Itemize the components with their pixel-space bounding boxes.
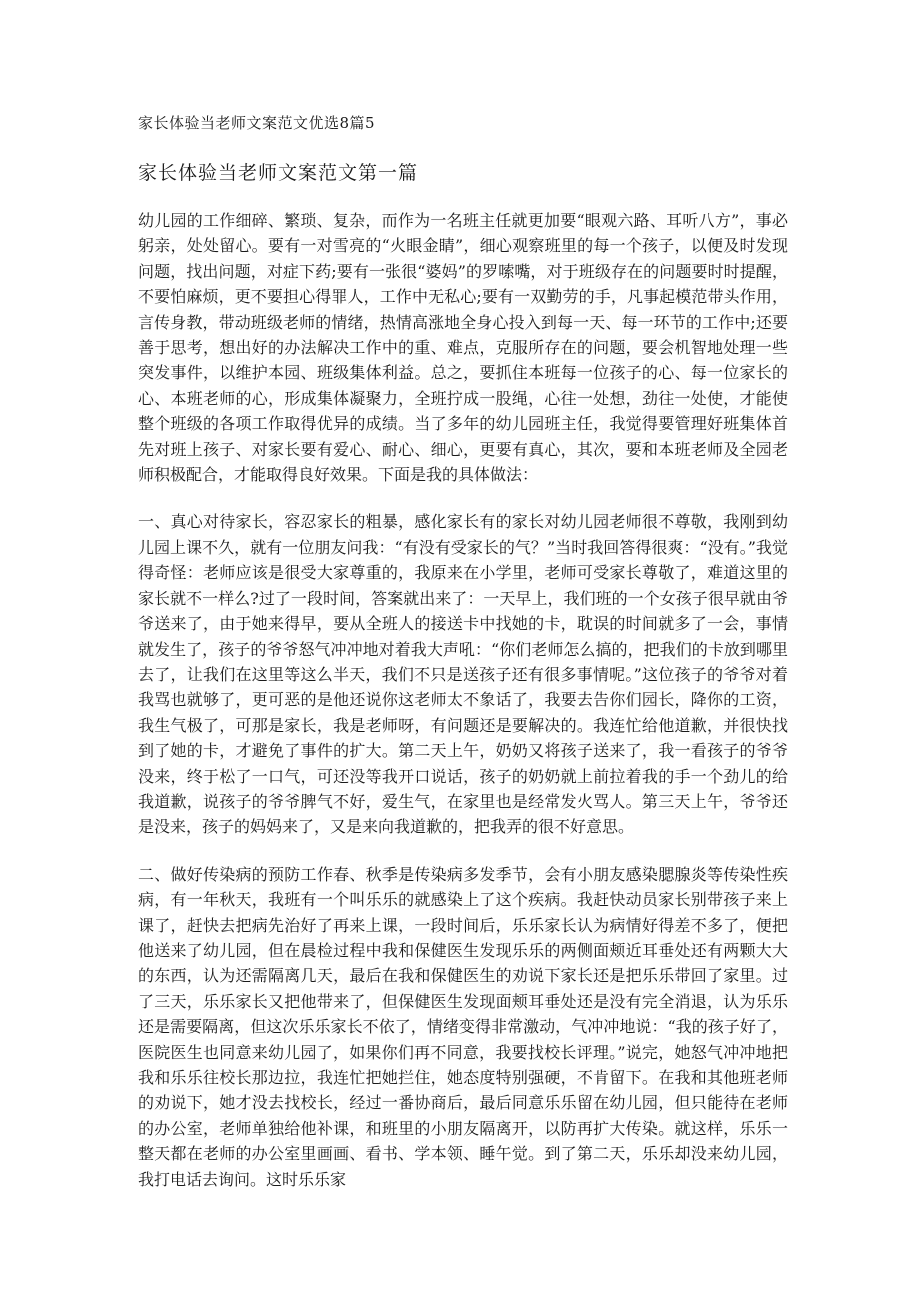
document-title: 家长体验当老师文案范文优选8篇5	[138, 114, 376, 132]
document-page	[138, 110, 788, 1214]
section-heading: 家长体验当老师文案范文第一篇	[138, 162, 419, 184]
paragraph-point-one: 一、真心对待家长，容忍家长的粗暴，感化家长有的家长对幼儿园老师很不尊敬，我刚到幼儿园上课不久，就有一位朋友问我：“有没有受家长的气？”当时我回答得很爽：“没有。”我觉得奇怪：老师应该是很受大家尊重的，我原来在小学里，老师可受家长尊敬了，难道这里的家长就不一样么?过了一段时间，答案就出来了：一天早上，我们班的一个女孩子很早就由爷爷送来了，由于她来得早，要从全班人的接送卡中找她的卡，耽误的时间就多了一会，事情就发生了，孩子的爷爷怒气冲冲地对着我大声吼：“你们老师怎么搞的，把我们的卡放到哪里去了，让我们在这里等这么半天，我们不只是送孩子还有很多事情呢。”这位孩子的爷爷对着我骂也就够了，更可恶的是他还说你这老师太不象话了，我要去告你们园长，降你的工资，我生气极了，可那是家长，我是老师呀，有问题还是要解决的。我连忙给他道歉，并很快找到了她的卡，才避免了事件的扩大。第二天上午，奶奶又将孩子送来了，我一看孩子的爷爷没来，终于松了一口气，可还没等我开口说话，孩子的奶奶就上前拉着我的手一个劲儿的给我道歉，说孩子的爷爷脾气不好，爱生气，在家里也是经常发火骂人。第三天上午，爷爷还是没来，孩子的妈妈来了，又是来向我道歉的，把我弄的很不好意思。	[138, 512, 788, 837]
paragraph-intro: 幼儿园的工作细碎、繁琐、复杂，而作为一名班主任就更加要“眼观六路、耳听八方”，事必躬亲，处处留心。要有一对雪亮的“火眼金睛”，细心观察班里的每一个孩子，以便及时发现问题，找出问题，对症下药;要有一张很“婆妈”的罗嗦嘴，对于班级存在的问题要时时提醒，不要怕麻烦，更不要担心得罪人，工作中无私心;要有一双勤劳的手，凡事起模范带头作用，言传身教，带动班级老师的情绪，热情高涨地全身心投入到每一天、每一环节的工作中;还要善于思考，想出好的办法解决工作中的重、难点，克服所存在的问题，要会机智地处理一些突发事件，以维护本园、班级集体利益。总之，要抓住本班每一位孩子的心、每一位家长的心、本班老师的心，形成集体凝聚力，全班拧成一股绳，心往一处想，劲往一处使，才能使整个班级的各项工作取得优异的成绩。当了多年的幼儿园班主任，我觉得要管理好班集体首先对班上孩子、对家长要有爱心、耐心、细心，更要有真心，其次，要和本班老师及全园老师积极配合，才能取得良好效果。下面是我的具体做法：	[138, 211, 788, 485]
paragraph-point-two: 二、做好传染病的预防工作春、秋季是传染病多发季节，会有小朋友感染腮腺炎等传染性疾病，有一年秋天，我班有一个叫乐乐的就感染上了这个疾病。我赶快动员家长别带孩子来上课了，赶快去把病先治好了再来上课，一段时间后，乐乐家长认为病情好得差不多了，便把他送来了幼儿园，但在晨检过程中我和保健医生发现乐乐的两侧面颊近耳垂处还有两颗大大的东西，认为还需隔离几天，最后在我和保健医生的劝说下家长还是把乐乐带回了家里。过了三天，乐乐家长又把他带来了，但保健医生发现面颊耳垂处还是没有完全消退，认为乐乐还是需要隔离，但这次乐乐家长不依了，情绪变得非常激动，气冲冲地说：“我的孩子好了，医院医生也同意来幼儿园了，如果你们再不同意，我要找校长评理。”说完，她怒气冲冲地把我和乐乐往校长那边拉，我连忙把她拦住，她态度特别强硬，不肯留下。在我和其他班老师的劝说下，她才没去找校长，经过一番协商后，最后同意乐乐留在幼儿园，但只能待在老师的办公室，老师单独给他补课，和班里的小朋友隔离开，以防再扩大传染。就这样，乐乐一整天都在老师的办公室里画画、看书、学本领、睡午觉。到了第二天，乐乐却没来幼儿园，我打电话去询问。这时乐乐家	[138, 864, 788, 1189]
